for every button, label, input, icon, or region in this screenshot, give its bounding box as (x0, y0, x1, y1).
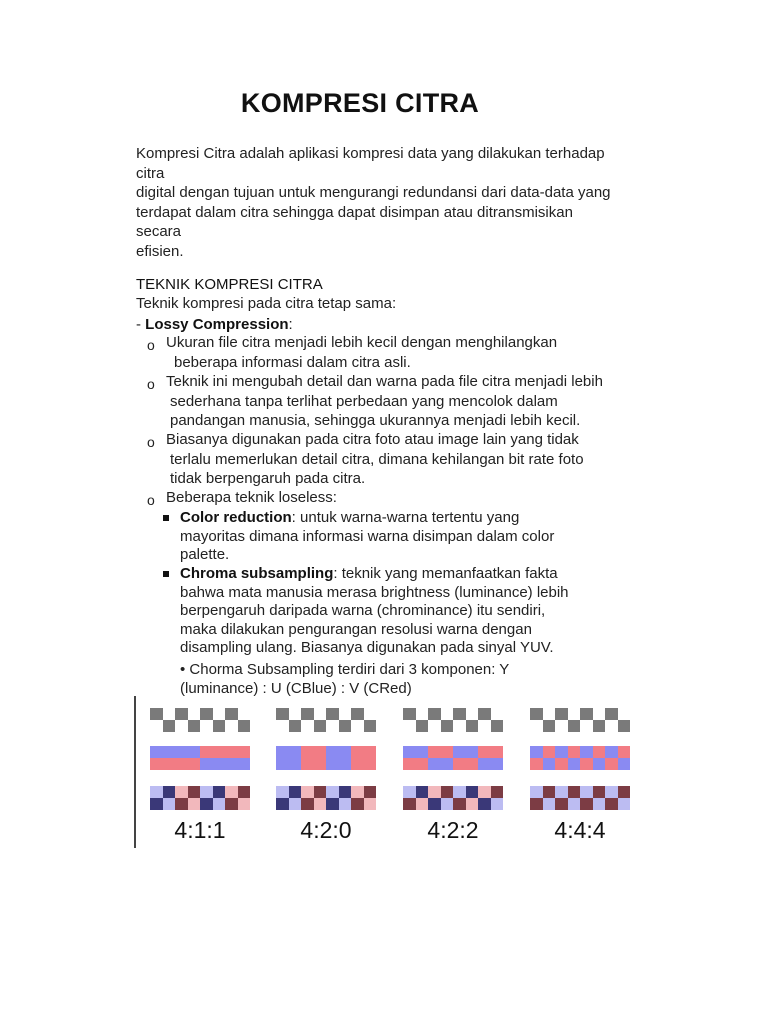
pixel-cell (163, 798, 176, 810)
pixel-cell (530, 708, 543, 720)
pixel-cell (364, 708, 377, 720)
pixel-cell (326, 720, 339, 732)
pixel-cell (593, 786, 606, 798)
pixel-cell (339, 786, 352, 798)
intro-line: terdapat dalam citra sehingga dapat disimpan atau ditransmisikan (136, 203, 573, 221)
pixel-cell (568, 798, 581, 810)
pixel-cell (238, 720, 251, 732)
pixel-cell (580, 720, 593, 732)
pixel-cell (403, 746, 416, 758)
pixel-cell (200, 758, 213, 770)
chroma-subsampling-figure (140, 698, 648, 848)
pixel-cell (213, 708, 226, 720)
point-line: pandangan manusia, sehingga ukurannya menjadi lebih kecil. (170, 412, 581, 429)
pixel-cell (188, 786, 201, 798)
pixel-cell (543, 746, 556, 758)
chroma-line: disampling ulang. Biasanya digunakan pada sinyal YUV. (180, 639, 554, 656)
pixel-cell (543, 708, 556, 720)
pixel-cell (314, 746, 327, 758)
pixel-cell (289, 720, 302, 732)
pixel-cell (543, 798, 556, 810)
pixel-cell (150, 758, 163, 770)
lossy-heading (136, 315, 293, 335)
chroma-row (403, 758, 503, 770)
pixel-cell (339, 746, 352, 758)
pixel-cell (453, 786, 466, 798)
pixel-cell (301, 758, 314, 770)
pixel-cell (289, 786, 302, 798)
pixel-cell (441, 798, 454, 810)
point-line: beberapa informasi dalam citra asli. (174, 354, 411, 371)
pixel-cell (314, 758, 327, 770)
pixel-cell (403, 708, 416, 720)
pixel-cell (593, 708, 606, 720)
pixel-cell (314, 708, 327, 720)
label-411: 4:1:1 (174, 817, 226, 843)
pixel-cell (491, 708, 504, 720)
pixel-cell (416, 758, 429, 770)
pixel-cell (301, 786, 314, 798)
pixel-cell (605, 786, 618, 798)
chroma-row (276, 746, 376, 758)
intro-line: efisien. (136, 242, 184, 260)
pixel-cell (618, 746, 631, 758)
luma-row (403, 708, 503, 720)
pixel-cell (163, 746, 176, 758)
pixel-cell (200, 798, 213, 810)
label-422: 4:2:2 (427, 817, 479, 843)
pixel-cell (225, 708, 238, 720)
pixel-cell (150, 746, 163, 758)
pixel-cell (163, 720, 176, 732)
pixel-cell (428, 708, 441, 720)
pixel-cell (580, 786, 593, 798)
pixel-cell (593, 746, 606, 758)
pixel-cell (580, 746, 593, 758)
pixel-cell (301, 708, 314, 720)
pixel-cell (200, 746, 213, 758)
chroma-line (180, 564, 558, 584)
pixel-cell (276, 758, 289, 770)
pixel-cell (428, 758, 441, 770)
pixel-cell (276, 746, 289, 758)
pixel-cell (618, 786, 631, 798)
pixel-cell (453, 720, 466, 732)
figure-margin-bar (134, 696, 136, 848)
pixel-cell (175, 786, 188, 798)
chroma-row (276, 758, 376, 770)
pixel-cell (314, 720, 327, 732)
pixel-cell (555, 786, 568, 798)
lossy-prefix: - (136, 316, 146, 333)
pixel-cell (188, 798, 201, 810)
pixel-cell (530, 758, 543, 770)
lossy-suffix: : (288, 316, 293, 333)
pixel-cell (618, 720, 631, 732)
pixel-cell (188, 708, 201, 720)
pixel-cell (555, 798, 568, 810)
pixel-cell (339, 720, 352, 732)
pixel-cell (428, 786, 441, 798)
pixel-cell (364, 720, 377, 732)
pixel-cell (453, 798, 466, 810)
pixel-cell (364, 758, 377, 770)
luma-row (530, 708, 630, 720)
pixel-cell (428, 720, 441, 732)
pixel-cell (568, 708, 581, 720)
pixel-cell (301, 798, 314, 810)
pixel-cell (466, 798, 479, 810)
pixel-cell (150, 786, 163, 798)
pixel-cell (225, 720, 238, 732)
point-line: Ukuran file citra menjadi lebih kecil dengan menghilangkan (166, 334, 558, 351)
combined-row (276, 786, 376, 798)
pixel-cell (289, 746, 302, 758)
section-subtitle: Teknik kompresi pada citra tetap sama: (136, 295, 397, 312)
pixel-cell (364, 746, 377, 758)
pixel-cell (163, 786, 176, 798)
pixel-cell (466, 746, 479, 758)
circle-bullet: o (147, 492, 155, 508)
pixel-cell (530, 720, 543, 732)
luma-row (403, 720, 503, 732)
pixel-cell (351, 708, 364, 720)
chroma-line: berpengaruh daripada warna (chrominance) itu sendiri, (180, 602, 546, 619)
color-reduction-label: Color reduction (180, 509, 292, 526)
pixel-cell (466, 708, 479, 720)
pixel-cell (175, 798, 188, 810)
color-reduction-line (180, 508, 519, 528)
pixel-cell (403, 758, 416, 770)
chroma-row (530, 746, 630, 758)
pixel-cell (543, 758, 556, 770)
square-bullet (163, 571, 169, 577)
pixel-cell (491, 720, 504, 732)
pixel-cell (150, 720, 163, 732)
pixel-cell (605, 708, 618, 720)
pixel-cell (580, 798, 593, 810)
pixel-cell (276, 720, 289, 732)
pixel-cell (200, 708, 213, 720)
label-420: 4:2:0 (300, 817, 352, 843)
pixel-cell (351, 786, 364, 798)
pixel-cell (441, 758, 454, 770)
pixel-cell (403, 720, 416, 732)
pixel-cell (416, 786, 429, 798)
pixel-cell (213, 758, 226, 770)
pixel-cell (188, 758, 201, 770)
pixel-cell (339, 758, 352, 770)
chroma-note-line: • Chorma Subsampling terdiri dari 3 komponen: Y (180, 661, 510, 678)
pixel-cell (453, 758, 466, 770)
pixel-cell (605, 720, 618, 732)
pixel-cell (351, 798, 364, 810)
pixel-cell (593, 798, 606, 810)
pixel-cell (491, 746, 504, 758)
pixel-cell (326, 758, 339, 770)
chroma-row (530, 758, 630, 770)
pixel-cell (593, 758, 606, 770)
intro-line: secara (136, 223, 182, 240)
pixel-cell (568, 720, 581, 732)
pixel-cell (238, 798, 251, 810)
color-reduction-line: mayoritas dimana informasi warna disimpan dalam color (180, 528, 555, 545)
point-line: Teknik ini mengubah detail dan warna pada file citra menjadi lebih (166, 373, 603, 390)
pixel-cell (605, 746, 618, 758)
luma-row (150, 720, 250, 732)
pixel-cell (580, 708, 593, 720)
pixel-cell (478, 798, 491, 810)
pixel-cell (478, 708, 491, 720)
pixel-cell (530, 786, 543, 798)
pixel-cell (453, 708, 466, 720)
pixel-cell (225, 746, 238, 758)
chroma-line: maka dilakukan pengurangan resolusi warna dengan (180, 621, 532, 638)
chroma-label: Chroma subsampling (180, 565, 334, 582)
pixel-cell (478, 758, 491, 770)
pixel-cell (238, 786, 251, 798)
circle-bullet: o (147, 434, 155, 450)
pixel-cell (466, 786, 479, 798)
pixel-cell (301, 720, 314, 732)
pixel-cell (351, 758, 364, 770)
pixel-cell (339, 708, 352, 720)
pixel-cell (416, 746, 429, 758)
pixel-cell (150, 708, 163, 720)
chroma-note-line: (luminance) : U (CBlue) : V (CRed) (180, 680, 412, 697)
circle-bullet: o (147, 337, 155, 353)
chroma-row (150, 746, 250, 758)
intro-paragraph (136, 144, 676, 261)
pixel-cell (213, 746, 226, 758)
pixel-cell (543, 720, 556, 732)
chroma-row (403, 746, 503, 758)
pixel-cell (175, 720, 188, 732)
pixel-cell (543, 786, 556, 798)
pixel-cell (428, 746, 441, 758)
pixel-cell (326, 798, 339, 810)
pixel-cell (491, 758, 504, 770)
pixel-cell (403, 798, 416, 810)
section-heading: TEKNIK KOMPRESI CITRA (136, 276, 323, 293)
pixel-cell (364, 786, 377, 798)
pixel-cell (530, 798, 543, 810)
pixel-cell (593, 720, 606, 732)
pixel-cell (175, 758, 188, 770)
combined-row (276, 798, 376, 810)
pixel-cell (163, 708, 176, 720)
pixel-cell (416, 798, 429, 810)
chroma-line: bahwa mata manusia merasa brightness (luminance) lebih (180, 584, 569, 601)
pixel-cell (326, 708, 339, 720)
pixel-cell (453, 746, 466, 758)
pixel-cell (238, 708, 251, 720)
pixel-cell (618, 798, 631, 810)
pixel-cell (580, 758, 593, 770)
pixel-cell (326, 786, 339, 798)
pixel-cell (416, 720, 429, 732)
combined-row (403, 786, 503, 798)
color-reduction-text: : untuk warna-warna tertentu yang (291, 509, 520, 526)
luma-row (276, 708, 376, 720)
pixel-cell (276, 798, 289, 810)
pixel-cell (491, 798, 504, 810)
pixel-cell (555, 720, 568, 732)
pixel-cell (163, 758, 176, 770)
pixel-cell (428, 798, 441, 810)
pixel-cell (301, 746, 314, 758)
point-line: Beberapa teknik loseless: (166, 489, 337, 506)
pixel-cell (618, 708, 631, 720)
square-bullet (163, 515, 169, 521)
pixel-cell (605, 758, 618, 770)
pixel-cell (289, 708, 302, 720)
lossy-label: Lossy Compression (145, 316, 289, 333)
pixel-cell (276, 786, 289, 798)
luma-row (150, 708, 250, 720)
pixel-cell (605, 798, 618, 810)
chroma-row (150, 758, 250, 770)
pixel-cell (466, 720, 479, 732)
point-line: Biasanya digunakan pada citra foto atau image lain yang tidak (166, 431, 579, 448)
point-line: terlalu memerlukan detail citra, dimana kehilangan bit rate foto (170, 451, 584, 468)
pixel-cell (441, 708, 454, 720)
pixel-cell (441, 720, 454, 732)
pixel-cell (276, 708, 289, 720)
point-line: tidak berpengaruh pada citra. (170, 470, 366, 487)
pixel-cell (568, 758, 581, 770)
pixel-cell (403, 786, 416, 798)
pixel-cell (416, 708, 429, 720)
luma-row (276, 720, 376, 732)
pixel-cell (289, 798, 302, 810)
pixel-cell (491, 786, 504, 798)
label-444: 4:4:4 (554, 817, 606, 843)
page-title: KOMPRESI CITRA (240, 88, 480, 118)
point-line: sederhana tanpa terlihat perbedaan yang mencolok dalam (170, 393, 558, 410)
pixel-cell (225, 786, 238, 798)
pixel-cell (150, 798, 163, 810)
pixel-cell (188, 720, 201, 732)
pixel-cell (188, 746, 201, 758)
pixel-cell (238, 746, 251, 758)
pixel-cell (441, 786, 454, 798)
pixel-cell (238, 758, 251, 770)
pixel-cell (339, 798, 352, 810)
pixel-cell (555, 746, 568, 758)
pixel-cell (289, 758, 302, 770)
pixel-cell (351, 746, 364, 758)
intro-line: citra (136, 164, 165, 182)
pixel-cell (326, 746, 339, 758)
pixel-cell (314, 786, 327, 798)
pixel-cell (478, 746, 491, 758)
pixel-cell (568, 746, 581, 758)
color-reduction-line: palette. (180, 546, 230, 563)
combined-row (530, 798, 630, 810)
pixel-cell (314, 798, 327, 810)
combined-row (403, 798, 503, 810)
circle-bullet: o (147, 376, 155, 392)
pixel-cell (478, 720, 491, 732)
pixel-cell (200, 720, 213, 732)
intro-line: digital dengan tujuan untuk mengurangi redundansi dari data-data yang (136, 184, 611, 201)
pixel-cell (364, 798, 377, 810)
combined-row (150, 798, 250, 810)
pixel-cell (441, 746, 454, 758)
pixel-cell (555, 708, 568, 720)
luma-row (530, 720, 630, 732)
intro-line: Kompresi Citra adalah aplikasi kompresi data yang dilakukan terhadap (136, 145, 605, 162)
chroma-text: : teknik yang memanfaatkan fakta (333, 565, 558, 582)
pixel-cell (478, 786, 491, 798)
pixel-cell (351, 720, 364, 732)
pixel-cell (568, 786, 581, 798)
pixel-cell (213, 798, 226, 810)
pixel-cell (555, 758, 568, 770)
pixel-cell (530, 746, 543, 758)
pixel-cell (225, 758, 238, 770)
pixel-cell (213, 786, 226, 798)
pixel-cell (175, 746, 188, 758)
pixel-cell (466, 758, 479, 770)
pixel-cell (618, 758, 631, 770)
pixel-cell (175, 708, 188, 720)
pixel-cell (200, 786, 213, 798)
pixel-cell (213, 720, 226, 732)
combined-row (530, 786, 630, 798)
pixel-cell (225, 798, 238, 810)
combined-row (150, 786, 250, 798)
